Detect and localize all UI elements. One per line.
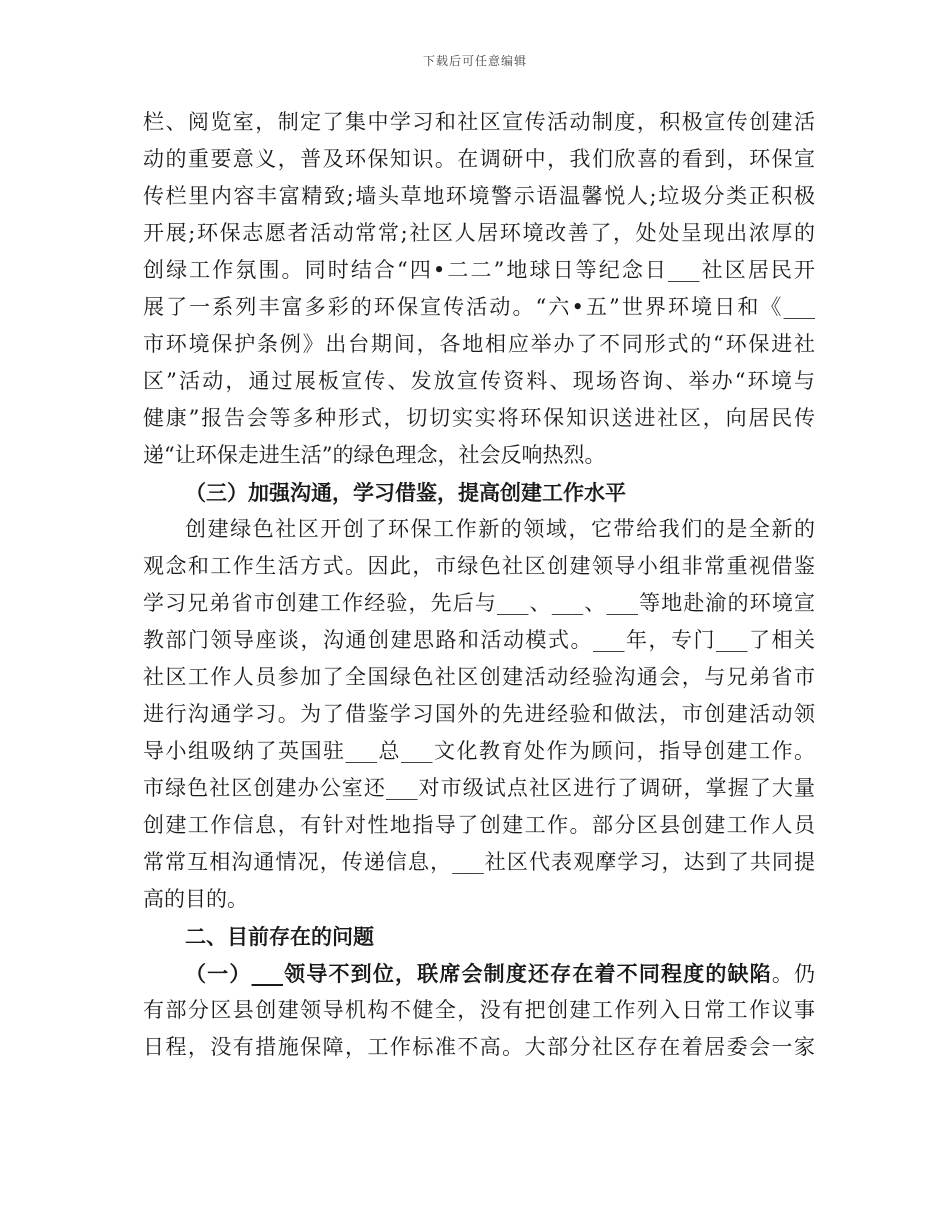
text-line: 社区工作人员参加了全国绿色社区创建活动经验沟通会，与兄弟省市 [143,665,815,689]
text-line: 创建工作信息，有针对性地指导了创建工作。部分区县创建工作人员 [143,813,815,837]
text-line: 常常互相沟通情况，传递信息，___社区代表观摩学习，达到了共同提 [143,850,815,874]
page-header: 下载后可任意编辑 [422,54,527,68]
text-line: 教部门领导座谈，沟通创建思路和活动模式。___年，专门___了相关 [143,628,815,652]
section-heading-3: （三）加强沟通，学习借鉴，提高创建工作水平 [185,480,626,505]
bold-lead-sentence: （一）___领导不到位，联席会制度还存在着不同程度的缺陷 [185,961,772,986]
text-line: 导小组吸纳了英国驻___总___文化教育处作为顾问，指导创建工作。 [143,739,815,763]
text-line [143,955,815,992]
text-line: 进行沟通学习。为了借鉴学习国外的先进经验和做法，市创建活动领 [143,702,815,726]
text-line: 展了一系列丰富多彩的环保宣传活动。“六•五”世界环境日和《___ [143,295,815,319]
text-line: 市绿色社区创建办公室还___对市级试点社区进行了调研，掌握了大量 [143,776,815,800]
section-heading-2: 二、目前存在的问题 [185,924,374,949]
text-line: 递“让环保走进生活”的绿色理念，社会反响热烈。 [143,443,606,467]
text-line: 动的重要意义，普及环保知识。在调研中，我们欣喜的看到，环保宣 [143,147,815,171]
text-line: 市环境保护条例》出台期间，各地相应举办了不同形式的“环保进社 [143,332,815,356]
text-line: 栏、阅览室，制定了集中学习和社区宣传活动制度，积极宣传创建活 [143,110,815,134]
paragraph-communication-learning [143,511,815,918]
text-line: 开展;环保志愿者活动常常;社区人居环境改善了，处处呈现出浓厚的 [143,221,815,245]
text-line: 传栏里内容丰富精致;墙头草地环境警示语温馨悦人;垃圾分类正积极 [143,184,815,208]
text-line: 有部分区县创建领导机构不健全，没有把创建工作列入日常工作议事 [143,998,815,1022]
text-line: 创建绿色社区开创了环保工作新的领域，它带给我们的是全新的 [185,517,815,541]
paragraph-existing-problems [143,955,815,1066]
text-line: 高的目的。 [143,887,248,911]
text-line: 日程，没有措施保障，工作标准不高。大部分社区存在着居委会一家 [143,1035,815,1059]
text-line: 学习兄弟省市创建工作经验，先后与___、___、___等地赴渝的环境宣 [143,591,815,615]
paragraph-environmental-promotion [143,104,815,474]
text-line: 区”活动，通过展板宣传、发放宣传资料、现场咨询、举办“环境与 [143,369,815,393]
text-line: 创绿工作氛围。同时结合“四•二二”地球日等纪念日___社区居民开 [143,258,815,282]
text-line: 健康”报告会等多种形式，切切实实将环保知识送进社区，向居民传 [143,406,815,430]
text-line: 观念和工作生活方式。因此，市绿色社区创建领导小组非常重视借鉴 [143,554,815,578]
lead-continuation: 。仍 [771,962,815,986]
document-body [143,104,815,1066]
